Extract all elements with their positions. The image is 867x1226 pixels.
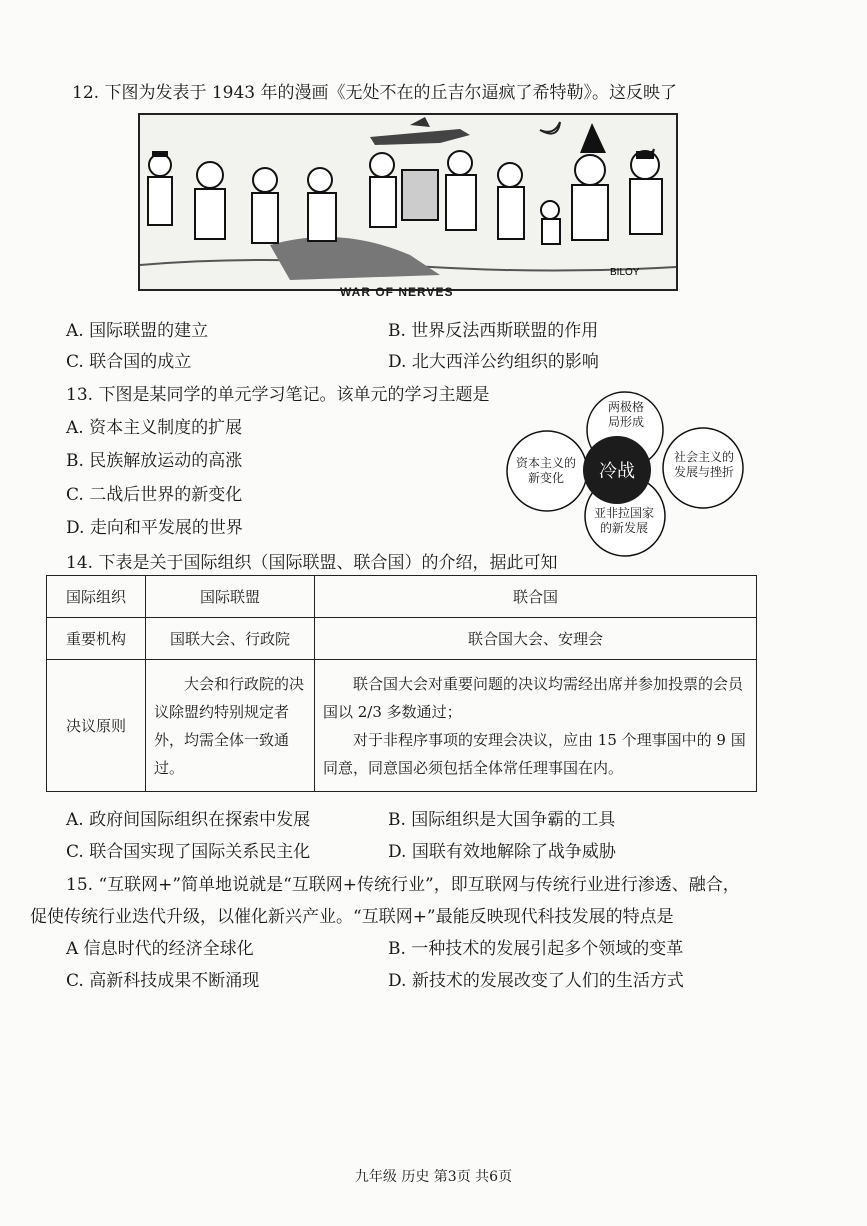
table-header-org: 国际组织 [47,576,146,618]
q15-option-a[interactable]: A 信息时代的经济全球化 [66,939,254,959]
q15-stem-line2: 促使传统行业迭代升级，以催化新兴产业。“互联网+”最能反映现代科技发展的特点是 [30,907,674,927]
diagram-left-label: 资本主义的新变化 [515,456,576,485]
q15-option-b[interactable]: B. 一种技术的发展引起多个领域的变革 [388,939,684,959]
q13-option-c[interactable]: C. 二战后世界的新变化 [66,485,243,505]
q14-option-c[interactable]: C. 联合国实现了国际关系民主化 [66,842,311,862]
un-rule-security-council: 对于非程序事项的安理会决议，应由 15 个理事国中的 9 国同意，同意国必须包括全体常任理事国在内。 [323,730,746,777]
page-footer: 九年级 历史 第3页 共6页 [354,1169,513,1185]
table-row [47,618,757,660]
un-rule-assembly: 联合国大会对重要问题的决议均需经出席并参加投票的会员国以 2/3 多数通过； [323,674,744,721]
diagram-top-label: 两极格局形成 [607,400,644,429]
q15-stem-line1: 15. “互联网+”简单地说就是“互联网+传统行业”，即互联网与传统行业进行渗透、融合， [66,875,740,895]
table-cell-league: 国联大会、行政院 [146,618,315,660]
q13-stem: 13. 下图是某同学的单元学习笔记。该单元的学习主题是 [66,385,490,405]
q14-option-a[interactable]: A. 政府间国际组织在探索中发展 [66,810,311,830]
diagram-center-label: 冷战 [599,461,635,482]
q12-option-b[interactable]: B. 世界反法西斯联盟的作用 [388,321,599,341]
table-row [47,660,757,792]
table-header-un: 联合国 [315,576,757,618]
q13-option-b[interactable]: B. 民族解放运动的高涨 [66,451,243,471]
org-comparison-table [46,575,757,792]
q12-stem: 12. 下图为发表于 1943 年的漫画《无处不在的丘吉尔逼疯了希特勒》。这反映了 [72,83,678,103]
q13-option-a[interactable]: A. 资本主义制度的扩展 [66,418,243,438]
q12-option-a[interactable]: A. 国际联盟的建立 [66,321,209,341]
q14-option-d[interactable]: D. 国联有效地解除了战争威胁 [388,842,616,862]
q15-option-c[interactable]: C. 高新科技成果不断涌现 [66,971,260,991]
diagram-bottom-label: 亚非拉国家的新发展 [593,506,654,535]
svg-text:BILOY: BILOY [610,267,640,278]
table-header-league: 国际联盟 [146,576,315,618]
q14-stem: 14. 下表是关于国际组织（国际联盟、联合国）的介绍，据此可知 [66,553,558,573]
table-header-row [47,576,757,618]
table-cell-league-rule: 大会和行政院的决议除盟约特别规定者外，均需全体一致通过。 [146,660,315,792]
q13-option-d[interactable]: D. 走向和平发展的世界 [66,518,243,538]
q12-option-c[interactable]: C. 联合国的成立 [66,352,192,372]
table-cell-label: 决议原则 [47,660,146,792]
diagram-right-label: 社会主义的发展与挫折 [673,450,734,479]
q14-option-b[interactable]: B. 国际组织是大国争霸的工具 [388,810,616,830]
q12-option-d[interactable]: D. 北大西洋公约组织的影响 [388,352,599,372]
table-cell-un-rule [315,660,757,792]
cartoon-drawing [140,115,676,289]
q15-option-d[interactable]: D. 新技术的发展改变了人们的生活方式 [388,971,684,991]
cartoon-caption: WAR OF NERVES [340,285,454,299]
table-cell-un: 联合国大会、安理会 [315,618,757,660]
cartoon-image [138,113,678,291]
table-cell-label: 重要机构 [47,618,146,660]
unit-notes-diagram [505,388,745,558]
